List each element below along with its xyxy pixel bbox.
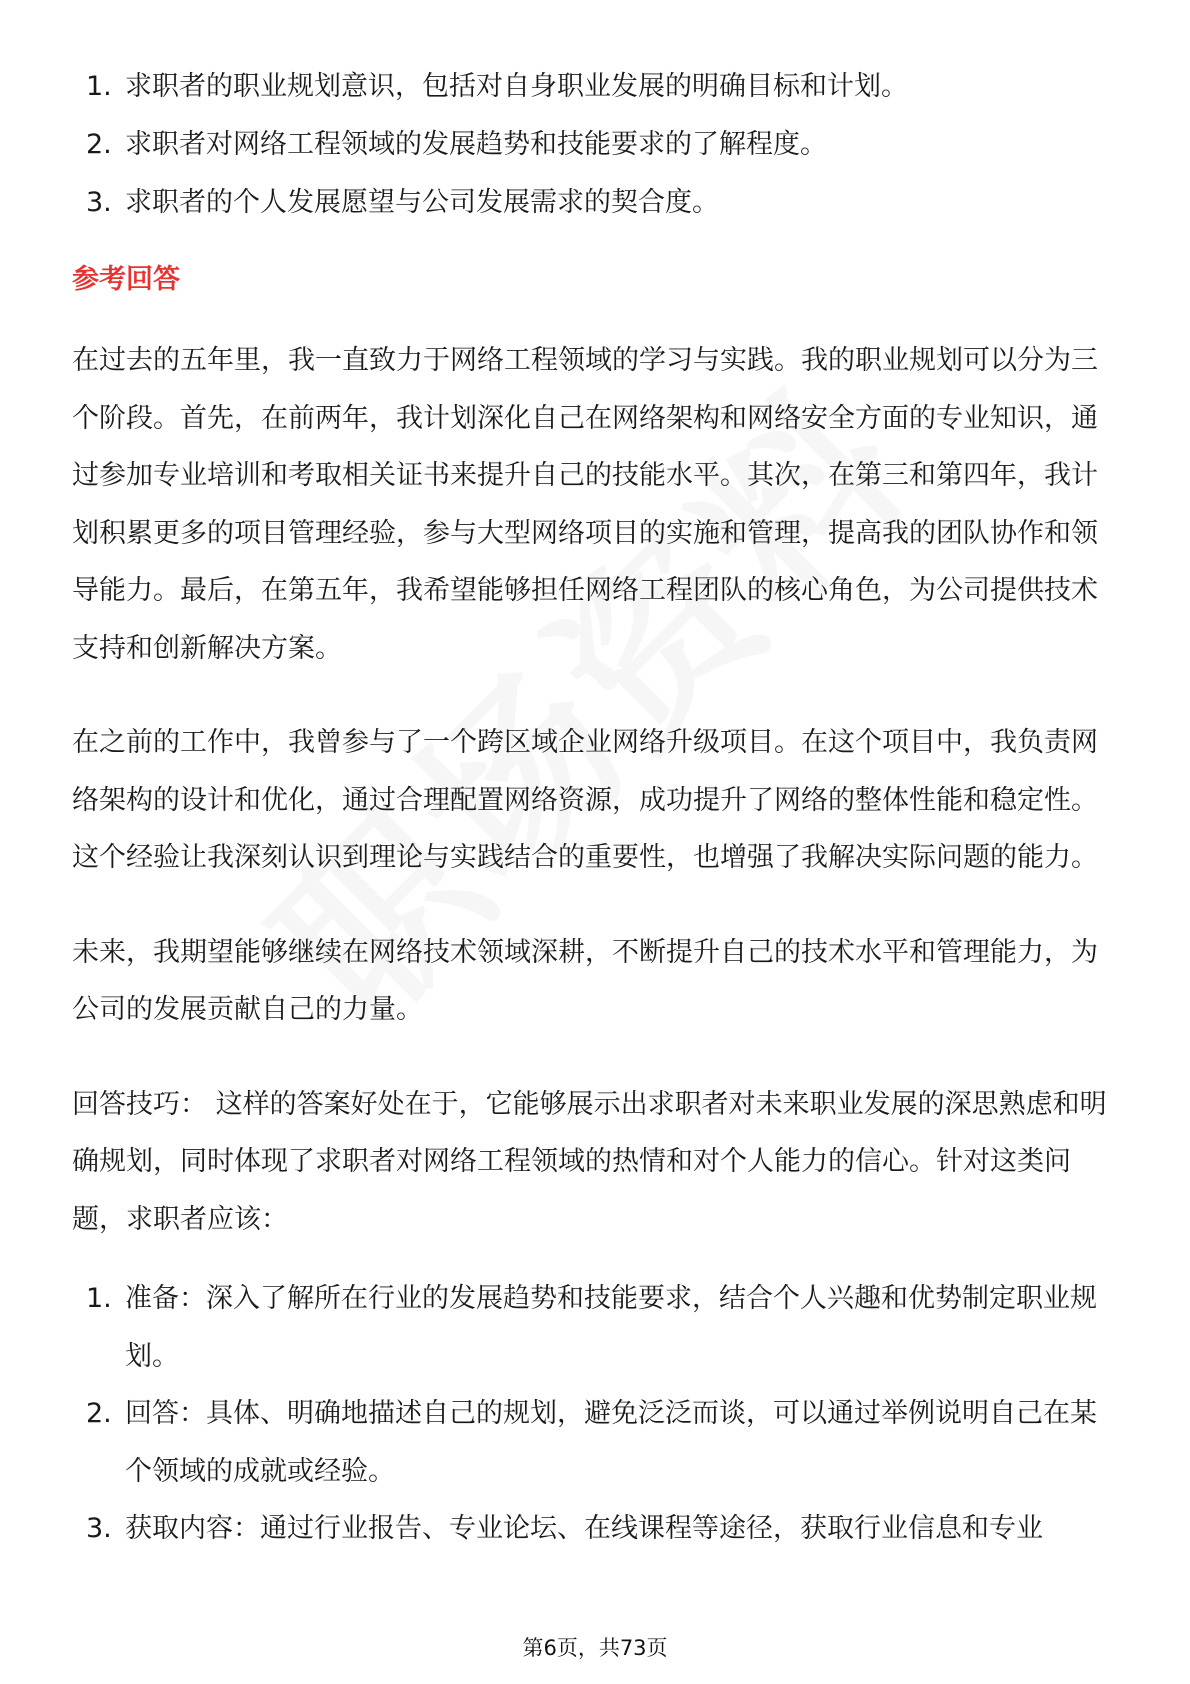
list-item [72, 174, 1122, 231]
list-text: 求职者对网络工程领域的发展趋势和技能要求的了解程度。 [125, 129, 827, 160]
page-content [72, 58, 1122, 1558]
tips-list [72, 1270, 1122, 1558]
list-item [72, 1270, 1122, 1385]
list-item [72, 1500, 1122, 1558]
list-text: 求职者的个人发展愿望与公司发展需求的契合度。 [125, 187, 719, 218]
answer-paragraph-1: 在过去的五年里，我一直致力于网络工程领域的学习与实践。我的职业规划可以分为三个阶段。首先，在前两年，我计划深化自己在网络架构和网络安全方面的专业知识，通过参加专业培训和考取相关证书来提升自己的技能水平。其次，在第三和第四年，我计划积累更多的项目管理经验，参与大型网络项目的实施和管理，提高我的团队协作和领导能力。最后，在第五年，我希望能够担任网络工程团队的核心角色，为公司提供技术支持和创新解决方案。 [72, 345, 1098, 664]
list-text: 回答：具体、明确地描述自己的规划，避免泛泛而谈，可以通过举例说明自己在某个领域的成就或经验。 [125, 1398, 1097, 1487]
list-item [72, 1385, 1122, 1500]
answer-paragraph-2: 在之前的工作中，我曾参与了一个跨区域企业网络升级项目。在这个项目中，我负责网络架构的设计和优化，通过合理配置网络资源，成功提升了网络的整体性能和稳定性。这个经验让我深刻认识到理论与实践结合的重要性，也增强了我解决实际问题的能力。 [72, 727, 1098, 873]
intro-list [72, 58, 1122, 231]
list-number: 1. [86, 1283, 112, 1314]
list-text: 准备：深入了解所在行业的发展趋势和技能要求，结合个人兴趣和优势制定职业规划。 [125, 1283, 1097, 1372]
list-text: 求职者的职业规划意识，包括对自身职业发展的明确目标和计划。 [125, 71, 908, 102]
list-item [72, 116, 1122, 173]
list-number: 1. [86, 71, 112, 102]
list-item [72, 58, 1122, 115]
list-text: 获取内容：通过行业报告、专业论坛、在线课程等途径，获取行业信息和专业 [125, 1513, 1043, 1544]
list-number: 2. [86, 129, 112, 160]
list-number: 3. [86, 1513, 112, 1544]
section-heading: 参考回答 [72, 264, 180, 295]
answer-tips-paragraph: 回答技巧： 这样的答案好处在于，它能够展示出求职者对未来职业发展的深思熟虑和明确规划，同时体现了求职者对网络工程领域的热情和对个人能力的信心。针对这类问题，求职者应该： [72, 1088, 1107, 1235]
page-footer: 第6页，共73页 [522, 1636, 668, 1660]
list-number: 2. [86, 1398, 112, 1429]
answer-paragraph-3: 未来，我期望能够继续在网络技术领域深耕，不断提升自己的技术水平和管理能力，为公司的发展贡献自己的力量。 [72, 936, 1098, 1025]
list-number: 3. [86, 187, 112, 218]
